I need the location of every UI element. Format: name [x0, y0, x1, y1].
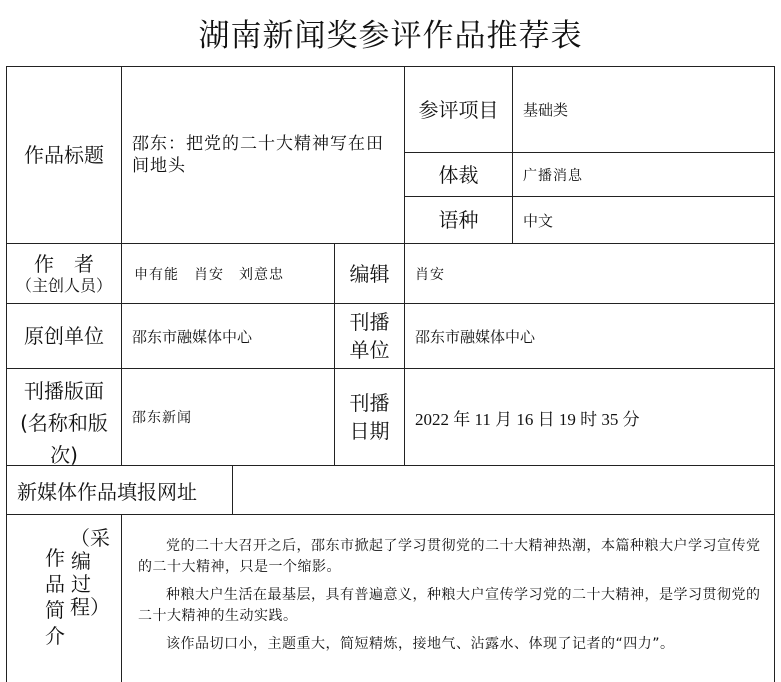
work-title-label: 作品标题 — [24, 143, 104, 167]
process-paragraph: 该作品切口小，主题重大，简短精炼，接地气、沾露水、体现了记者的“四力”。 — [166, 636, 675, 652]
genre-label: 体裁 — [438, 162, 479, 187]
publisher-value: 邵东市融媒体中心 — [415, 327, 536, 346]
authors-value: 申有能 肖安 刘意忠 — [134, 267, 284, 283]
publisher-label: 刊播 单位 — [349, 310, 390, 362]
date-value: 2022 年 11 月 16 日 19 时 35 分 — [415, 409, 640, 429]
page-title: 湖南新闻奖参评作品推荐表 — [198, 18, 583, 54]
url-label: 新媒体作品填报网址 — [17, 479, 197, 504]
layout-label: 刊播版面 (名称和版次) — [20, 379, 108, 465]
work-title-value: 邵东：把党的二十大精神写在田间地头 — [132, 134, 384, 176]
editor-value: 肖安 — [415, 266, 445, 283]
author-label: 作 者 （主创人员） — [15, 251, 112, 295]
process-label — [7, 515, 121, 682]
unit-value: 邵东市融媒体中心 — [132, 327, 253, 346]
process-label-col-1: （采编过程） — [70, 526, 110, 619]
process-paragraph: 种粮大户生活在最基层，具有普遍意义，种粮大户宣传学习党的二十大精神，是学习贯彻党的二十大精神的生动实践。 — [138, 587, 761, 624]
process-content — [122, 515, 774, 682]
language-label: 语种 — [438, 208, 479, 232]
unit-label: 原创单位 — [24, 324, 104, 348]
date-label: 刊播 日期 — [349, 391, 390, 443]
editor-label: 编辑 — [349, 261, 390, 286]
language-value: 中文 — [523, 211, 554, 230]
layout-value: 邵东新闻 — [132, 410, 192, 426]
process-label-col-2: 作品简介 — [45, 546, 65, 648]
process-paragraph: 党的二十大召开之后，邵东市掀起了学习贯彻党的二十大精神热潮，本篇种粮大户学习宣传党的二十大精神，只是一个缩影。 — [138, 538, 761, 575]
category-label: 参评项目 — [418, 97, 499, 122]
url-value — [233, 466, 774, 514]
genre-value: 广播消息 — [523, 167, 583, 184]
category-value: 基础类 — [523, 101, 569, 119]
